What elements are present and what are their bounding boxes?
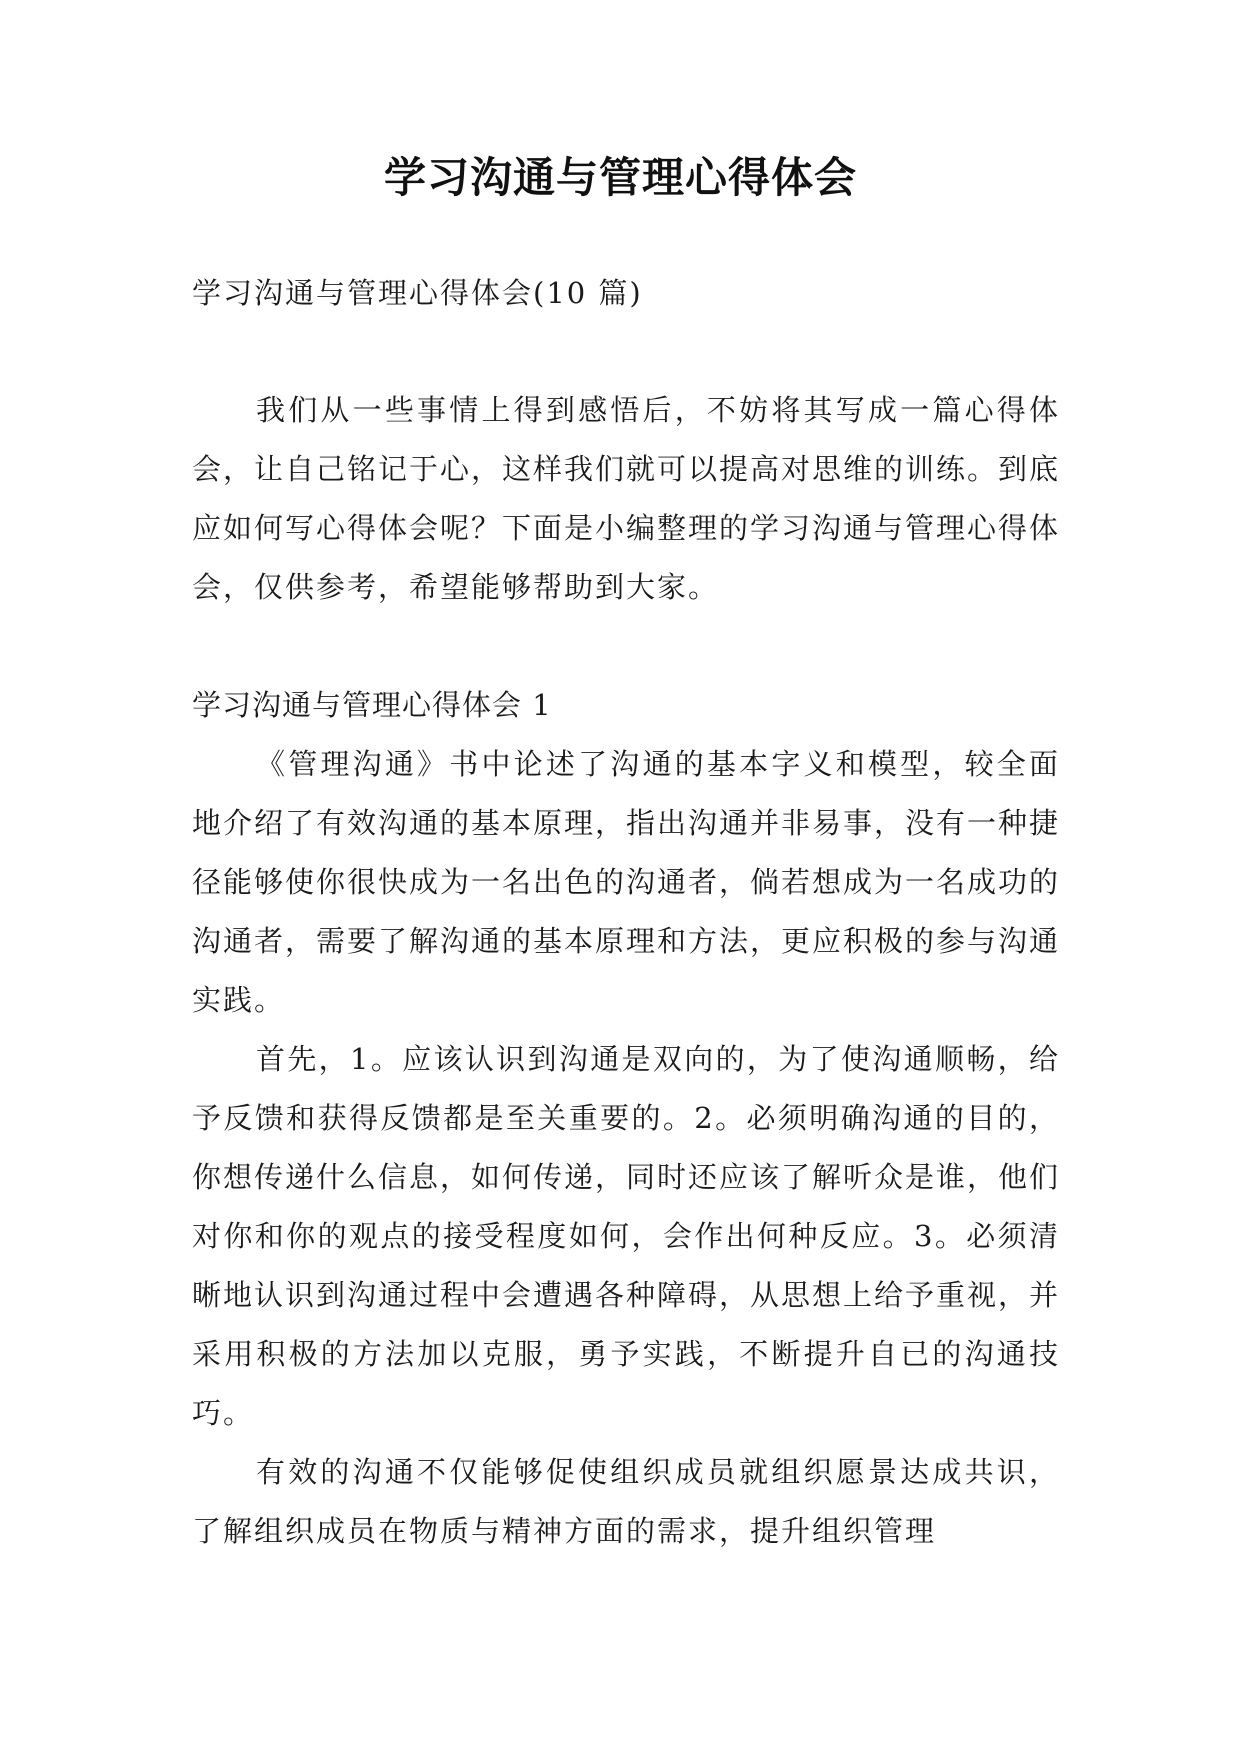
document-subtitle: 学习沟通与管理心得体会(10 篇)	[192, 276, 643, 310]
document-title: 学习沟通与管理心得体会	[383, 153, 857, 202]
body-paragraph-3: 有效的沟通不仅能够促使组织成员就组织愿景达成共识，了解组织成员在物质与精神方面的需求，提升组织管理	[192, 1455, 1060, 1548]
section-heading: 学习沟通与管理心得体会 1	[192, 688, 552, 722]
intro-paragraph: 我们从一些事情上得到感悟后，不妨将其写成一篇心得体会，让自己铭记于心，这样我们就可以提高对思维的训练。到底应如何写心得体会呢？下面是小编整理的学习沟通与管理心得体会，仅供参考，希望能够帮助到大家。	[192, 393, 1061, 604]
body-paragraph-2: 首先，1。应该认识到沟通是双向的，为了使沟通顺畅，给予反馈和获得反馈都是至关重要的。2。必须明确沟通的目的，你想传递什么信息，如何传递，同时还应该了解听众是谁，他们对你和你的观点的接受程度如何，会作出何种反应。3。必须清晰地认识到沟通过程中会遭遇各种障碍，从思想上给予重视，并采用积极的方法加以克服，勇予实践，不断提升自已的沟通技巧。	[192, 1042, 1061, 1430]
body-paragraph-1: 《管理沟通》书中论述了沟通的基本字义和模型，较全面地介绍了有效沟通的基本原理，指出沟通并非易事，没有一种捷径能够使你很快成为一名出色的沟通者，倘若想成为一名成功的沟通者，需要了解沟通的基本原理和方法，更应积极的参与沟通实践。	[192, 747, 1061, 1017]
document-body	[192, 264, 1060, 1561]
